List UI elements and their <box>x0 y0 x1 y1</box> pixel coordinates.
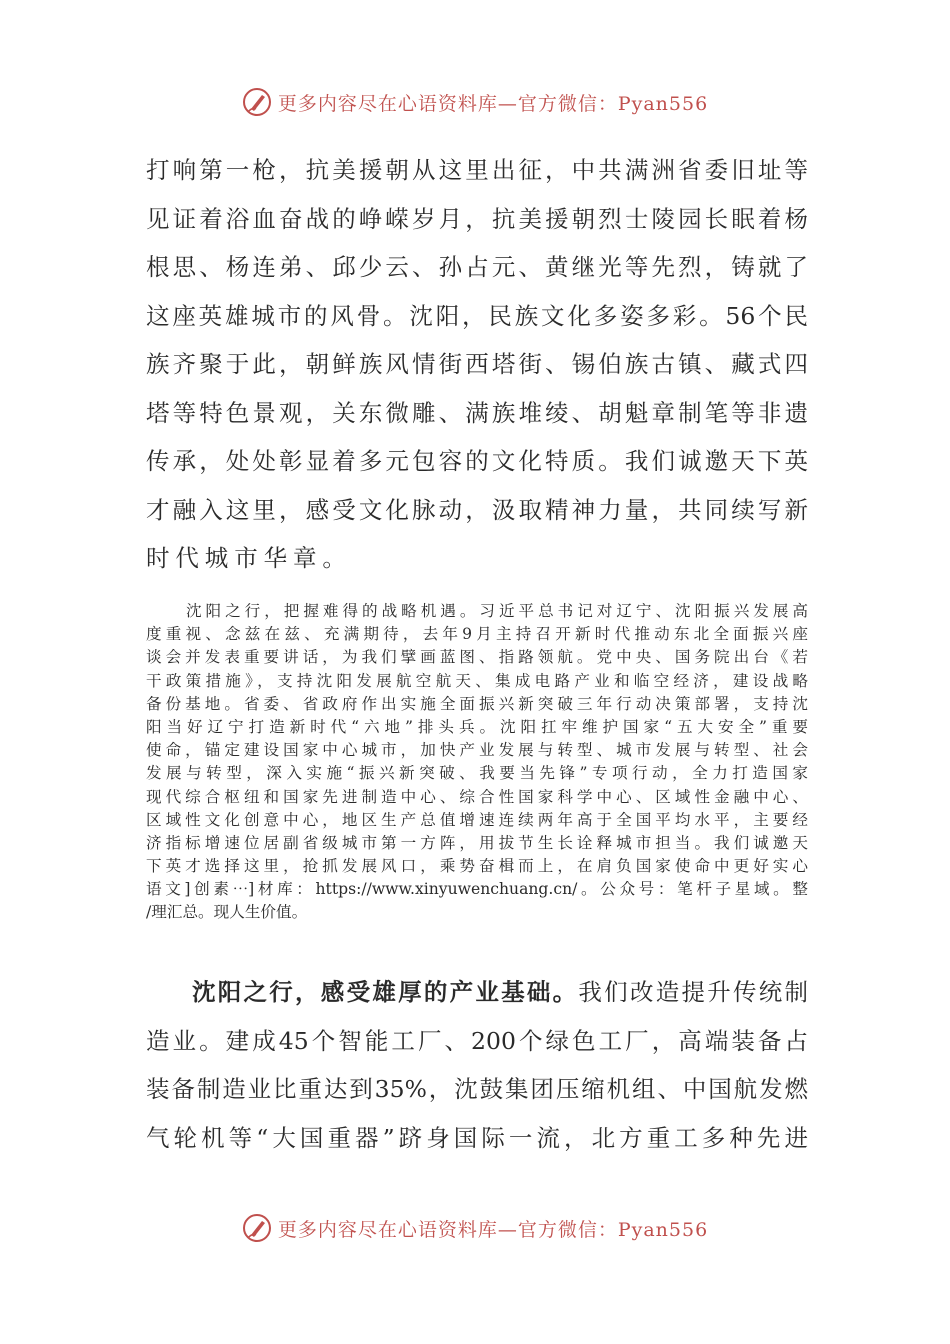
small-line: 下英才选择这里，抢抓发展风口，乘势奋楫而上，在肩负国家使命中更好实心 <box>146 857 808 876</box>
header-banner <box>0 82 950 122</box>
body-line: 装备制造业比重达到35%，沈鼓集团压缩机组、中国航发燃 <box>146 1075 808 1103</box>
bold-lead: 沈阳之行，感受雄厚的产业基础。 <box>192 978 579 1006</box>
body-line: 时代城市华章。 <box>146 544 352 572</box>
small-line: 度重视、念兹在兹、充满期待，去年9月主持召开新时代推动东北全面振兴座 <box>146 625 808 644</box>
footer-banner <box>0 1208 950 1248</box>
small-line: /理汇总。现人生价值。 <box>146 903 308 922</box>
footer-text: 更多内容尽在心语资料库—官方微信：Pyan556 <box>277 1218 709 1241</box>
small-line: 语文]创素⋯]材库：https://www.xinyuwenchuang.cn/。公众号：笔杆子星域。整 <box>146 880 808 899</box>
small-line: 使命，锚定建设国家中心城市，加快产业发展与转型、城市发展与转型、社会 <box>146 741 808 760</box>
small-line: 阳当好辽宁打造新时代“六地”排头兵。沈阳扛牢维护国家“五大安全”重要 <box>146 717 808 736</box>
body-line: 族齐聚于此，朝鲜族风情街西塔街、锡伯族古镇、藏式四 <box>146 350 808 378</box>
small-line: 区域性文化创意中心，地区生产总值增速连续两年高于全国平均水平，主要经 <box>146 810 808 829</box>
quill-pen-logo-icon <box>242 1213 272 1243</box>
body-line: 根思、杨连弟、邱少云、孙占元、黄继光等先烈，铸就了 <box>146 253 808 281</box>
body-line: 造业。建成45个智能工厂、200个绿色工厂，高端装备占 <box>146 1026 808 1055</box>
small-line: 谈会并发表重要讲话，为我们擘画蓝图、指路领航。党中央、国务院出台《若 <box>146 648 808 667</box>
body-line-first <box>146 968 808 1017</box>
body-text-top <box>146 146 808 583</box>
small-paragraph <box>146 600 808 925</box>
small-line: 干政策措施》，支持沈阳发展航空航天、集成电路产业和临空经济，建设战略 <box>146 671 808 690</box>
small-line: 沈阳之行，把握难得的战略机遇。习近平总书记对辽宁、沈阳振兴发展高 <box>186 602 808 620</box>
quill-pen-logo-icon <box>242 87 272 117</box>
small-line: 现代综合枢纽和国家先进制造中心、综合性国家科学中心、区域性金融中心、 <box>146 787 808 806</box>
lead-rest: 我们改造提升传统制 <box>578 978 809 1006</box>
body-line: 这座英雄城市的风骨。沈阳，民族文化多姿多彩。56个民 <box>146 301 808 330</box>
body-line: 塔等特色景观，关东微雕、满族堆绫、胡魁章制笔等非遗 <box>146 398 808 427</box>
small-line: 发展与转型，深入实施“振兴新突破、我要当先锋”专项行动，全力打造国家 <box>146 764 808 783</box>
body-line: 才融入这里，感受文化脉动，汲取精神力量，共同续写新 <box>146 495 808 524</box>
body-line: 打响第一枪，抗美援朝从这里出征，中共满洲省委旧址等 <box>146 156 808 184</box>
small-line: 备份基地。省委、省政府作出实施全面振兴新突破三年行动决策部署，支持沈 <box>146 694 808 713</box>
body-line: 见证着浴血奋战的峥嵘岁月，抗美援朝烈士陵园长眠着杨 <box>146 204 808 233</box>
body-text-bottom <box>146 968 808 1162</box>
body-line: 传承，处处彰显着多元包容的文化特质。我们诚邀天下英 <box>146 447 808 475</box>
small-line: 济指标增速位居副省级城市第一方阵，用拔节生长诠释城市担当。我们诚邀天 <box>146 833 808 852</box>
body-line: 气轮机等“大国重器”跻身国际一流，北方重工多种先进 <box>146 1123 808 1152</box>
header-text: 更多内容尽在心语资料库—官方微信：Pyan556 <box>277 92 709 115</box>
